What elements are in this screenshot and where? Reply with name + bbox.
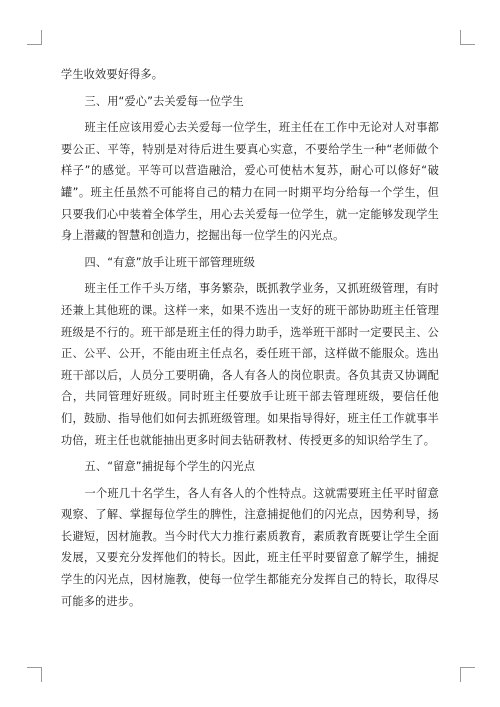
- crop-mark-bottom-right: [460, 667, 475, 682]
- section-heading-3: 三、用“爱心”去关爱每一位学生: [84, 94, 244, 108]
- crop-mark-top-left: [27, 30, 42, 45]
- document-body: [61, 64, 439, 617]
- crop-mark-top-right: [460, 30, 475, 45]
- crop-mark-bottom-left: [27, 667, 42, 682]
- section-5-paragraph: 一个班几十名学生，各人有各人的个性特点。这就需要班主任平时留意观察、了解、掌握每位学生的脾性，注意捕捉他们的闪光点，因势利导，扬长避短，因材施教。当今时代大力推行素质教育，素质教育既要让学生全面发展，又要充分发挥他们的特长。因此，班主任平时要留意了解学生，捕捉学生的闪光点，因材施教，使每一位学生都能充分发挥自己的特长，取得尽可能多的进步。: [61, 486, 439, 608]
- section-4-paragraph: 班主任工作千头万绪，事务繁杂，既抓教学业务，又抓班级管理，有时还兼上其他班的课。这样一来，如果不选出一支好的班干部协助班主任管理班级是不行的。班干部是班主任的得力助手，选举班干部时一定要民主、公正、公平、公开，不能由班主任点名，委任班干部，这样做不能服众。选出班干部以后，人员分工要明确，各人有各人的岗位职责。各负其责又协调配合，共同管理好班级。同时班主任要放手让班干部去管理班级，要信任他们，鼓励、指导他们如何去抓班级管理。如果指导得好，班主任工作就事半功倍，班主任也就能抽出更多时间去钻研教材、传授更多的知识给学生了。: [61, 282, 439, 447]
- section-heading-5: 五、“留意”捕捉每个学生的闪光点: [84, 460, 256, 474]
- section-heading-4: 四、“有意”放手让班干部管理班级: [84, 255, 256, 269]
- opening-fragment: 学生收效要好得多。: [61, 68, 164, 81]
- section-3-paragraph: 班主任应该用爱心去关爱每一位学生，班主任在工作中无论对人对事都要公正、平等，特别是对待后进生要真心实意，不要给学生一种“老师做个样子”的感觉。平等可以营造融洽，爱心可使枯木复苏，耐心可以修好“破罐”。班主任虽然不可能将自己的精力在同一时期平均分给每一个学生，但只要我们心中装着全体学生，用心去关爱每一位学生，就一定能够发现学生身上潜藏的智慧和创造力，挖掘出每一位学生的闪光点。: [61, 121, 439, 243]
